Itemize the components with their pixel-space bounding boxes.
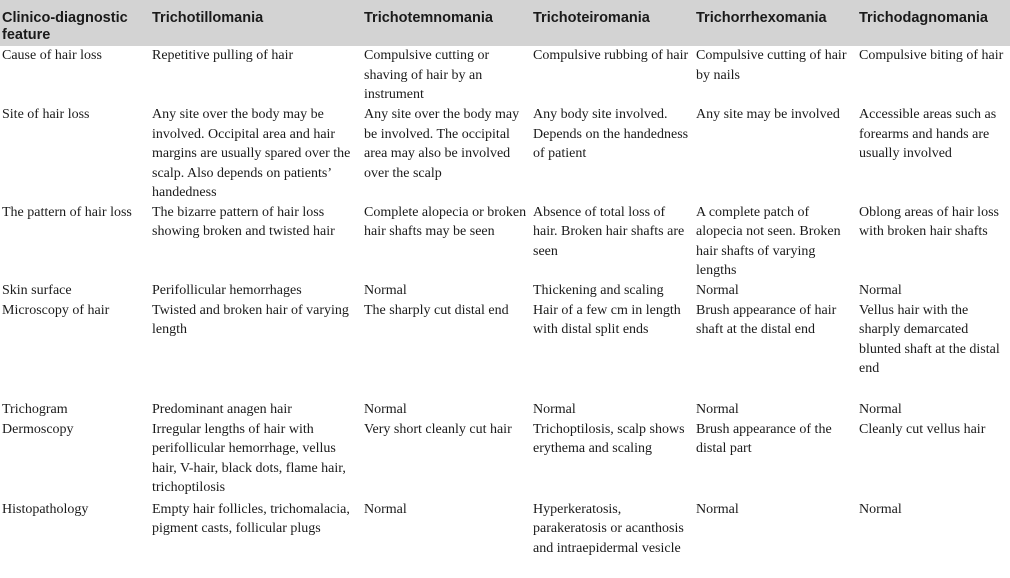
table-cell: The sharply cut distal end — [364, 302, 509, 318]
table-cell: Any site over the body may be involved. The occipital area may also be involved over the scalp — [364, 107, 520, 181]
table-cell: Complete alopecia or broken hair shafts may be seen — [364, 204, 527, 239]
row-feature: Cause of hair loss — [2, 48, 102, 63]
table-cell: Compulsive cutting of hair by nails — [696, 48, 847, 83]
row-feature: The pattern of hair loss — [2, 204, 132, 220]
table-cell: Normal — [533, 401, 576, 417]
table-cell: Trichoptilosis, scalp shows erythema and scaling — [533, 421, 685, 456]
table-cell: A complete patch of alopecia not seen. Broken hair shafts of varying lengths — [696, 204, 841, 278]
table-cell: Compulsive rubbing of hair — [533, 48, 689, 63]
row-feature: Skin surface — [2, 282, 72, 298]
table-cell: Normal — [696, 401, 739, 417]
table-cell: Any body site involved. Depends on the handedness of patient — [533, 107, 689, 161]
table-cell: Thickening and scaling — [533, 282, 664, 298]
table-cell: Oblong areas of hair loss with broken hair shafts — [859, 204, 999, 239]
header-trichoteiromania: Trichoteiromania — [533, 10, 650, 26]
table-cell: Normal — [859, 282, 902, 298]
table-row — [0, 46, 1010, 105]
row-feature: Microscopy of hair — [2, 302, 110, 318]
table-cell: The bizarre pattern of hair loss showing broken and twisted hair — [152, 204, 335, 239]
table-cell: Brush appearance of the distal part — [696, 421, 832, 456]
table-cell: Irregular lengths of hair with perifollicular hemorrhage, vellus hair, V-hair, black dots, flame hair, trichoptilosis — [152, 421, 346, 495]
table-cell: Absence of total loss of hair. Broken hair shafts are seen — [533, 204, 685, 259]
table-cell: Normal — [364, 501, 407, 517]
table-cell: Repetitive pulling of hair — [152, 48, 294, 63]
header-trichodagnomania: Trichodagnomania — [859, 10, 988, 26]
table-cell: Accessible areas such as forearms and hands are usually involved — [859, 107, 997, 161]
table-row — [0, 301, 1010, 400]
table-cell: Normal — [696, 282, 739, 298]
table-row — [0, 203, 1010, 281]
table-cell: Normal — [364, 282, 407, 298]
header-feature: Clinico-diagnostic feature — [2, 10, 128, 43]
header-trichotillomania: Trichotillomania — [152, 10, 264, 26]
table-row — [0, 420, 1010, 500]
table-cell: Compulsive biting of hair — [859, 48, 1004, 63]
table-cell: Normal — [859, 501, 902, 517]
table-cell: Predominant anagen hair — [152, 401, 292, 417]
table-cell: Hair of a few cm in length with distal split ends — [533, 302, 681, 337]
table-cell: Normal — [364, 401, 407, 417]
table-cell: Brush appearance of hair shaft at the distal end — [696, 302, 837, 337]
table-row — [0, 281, 1010, 301]
header-row — [0, 0, 1010, 46]
row-feature: Histopathology — [2, 501, 89, 517]
table-body — [0, 46, 1010, 578]
row-feature: Site of hair loss — [2, 107, 90, 122]
table-cell: Very short cleanly cut hair — [364, 421, 512, 437]
table-cell: Normal — [696, 501, 739, 517]
table-cell: Compulsive cutting or shaving of hair by an instrument — [364, 48, 490, 102]
table-row — [0, 400, 1010, 420]
table-cell: Any site may be involved — [696, 107, 840, 122]
table-row — [0, 105, 1010, 203]
table-cell: Empty hair follicles, trichomalacia, pigment casts, follicular plugs — [152, 501, 350, 536]
table-cell: Perifollicular hemorrhages — [152, 282, 302, 298]
table-cell: Cleanly cut vellus hair — [859, 421, 986, 437]
header-trichorrhexomania: Trichorrhexomania — [696, 10, 827, 26]
table-cell: Hyperkeratosis, parakeratosis or acanthosis and intraepidermal vesicle — [533, 501, 684, 556]
row-feature: Trichogram — [2, 401, 68, 417]
header-trichotemnomania: Trichotemnomania — [364, 10, 493, 26]
table-row — [0, 500, 1010, 578]
row-feature: Dermoscopy — [2, 421, 74, 437]
table-header — [0, 0, 1010, 46]
table-cell: Vellus hair with the sharply demarcated blunted shaft at the distal end — [859, 302, 1000, 376]
table-cell: Any site over the body may be involved. Occipital area and hair margins are usually spared over the scalp. Also depends on patients’ handedness — [152, 107, 351, 200]
table-cell: Normal — [859, 401, 902, 417]
table-cell: Twisted and broken hair of varying length — [152, 302, 349, 337]
